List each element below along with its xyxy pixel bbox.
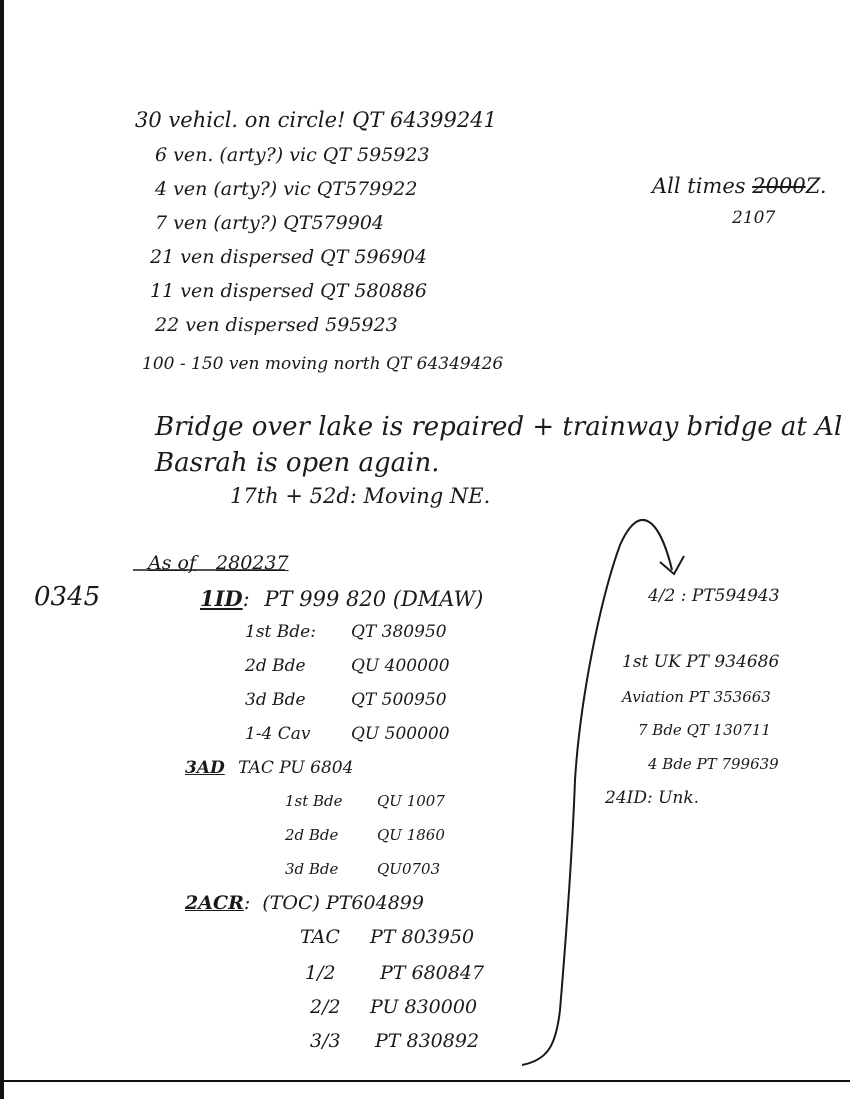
vehicle-report: 30 vehicl. on circle! QT 64399241 (135, 108, 497, 132)
vehicle-report: 4 ven (arty?) vic QT579922 (155, 178, 418, 200)
bridge-note-line: 17th + 52d: Moving NE. (230, 484, 491, 508)
as-of-label: As of (148, 552, 196, 574)
times-label: All times (652, 174, 746, 198)
unit-row: 1st Bde: QT 380950 (245, 622, 447, 642)
time-0345: 0345 (34, 582, 101, 612)
unit-row: 1/2 PT 680847 (305, 962, 485, 984)
unit-2acr-value: (TOC) PT604899 (262, 892, 424, 914)
vehicle-report: 100 - 150 ven moving north QT 64349426 (142, 354, 504, 374)
vehicle-report: 21 ven dispersed QT 596904 (150, 246, 427, 268)
bridge-note-line: Bridge over lake is repaired + trainway bridge at Al (155, 412, 843, 442)
unit-row: TAC PT 803950 (300, 926, 475, 948)
vehicle-report: 22 ven dispersed 595923 (155, 314, 398, 336)
unit-row: 3/3 PT 830892 (310, 1030, 480, 1052)
unit-row: 3d Bde QT 500950 (245, 690, 447, 710)
arrow-head-icon (660, 556, 684, 574)
bridge-note-line: Basrah is open again. (155, 448, 440, 478)
unit-row: 2d Bde QU 400000 (245, 656, 450, 676)
unit-1id-value: PT 999 820 (DMAW) (264, 587, 484, 611)
unit-1id: 1ID: PT 999 820 (DMAW) (200, 586, 484, 611)
vehicle-report: 11 ven dispersed QT 580886 (150, 280, 427, 302)
times-suffix: Z. (805, 174, 827, 198)
right-unit: 1st UK PT 934686 (622, 652, 780, 672)
unit-3ad-label: 3AD (185, 758, 225, 778)
unit-row: 1st Bde QU 1007 (285, 792, 445, 810)
right-unit: 4/2 : PT594943 (648, 586, 780, 606)
unit-row: 3d Bde QU0703 (285, 860, 441, 878)
right-unit: 4 Bde PT 799639 (648, 755, 779, 773)
unit-2acr-label: 2ACR (185, 892, 244, 914)
unit-3ad-value: TAC PU 6804 (238, 758, 354, 778)
times-struck-value: 2000 (752, 174, 806, 198)
unit-2acr: 2ACR: (TOC) PT604899 (185, 892, 424, 914)
vehicle-report: 7 ven (arty?) QT579904 (155, 212, 384, 234)
unit-1id-label: 1ID (200, 586, 243, 611)
unit-row: 2d Bde QU 1860 (285, 826, 445, 844)
as-of-value: 280237 (216, 552, 289, 574)
right-unit: 7 Bde QT 130711 (638, 721, 771, 739)
unit-row: 1-4 Cav QU 500000 (245, 724, 450, 744)
right-unit: 24ID: Unk. (605, 788, 700, 808)
vehicle-report: 6 ven. (arty?) vic QT 595923 (155, 144, 430, 166)
right-unit: Aviation PT 353663 (622, 688, 771, 706)
times-value: 2107 (732, 208, 776, 228)
unit-row: 2/2 PU 830000 (310, 996, 478, 1018)
